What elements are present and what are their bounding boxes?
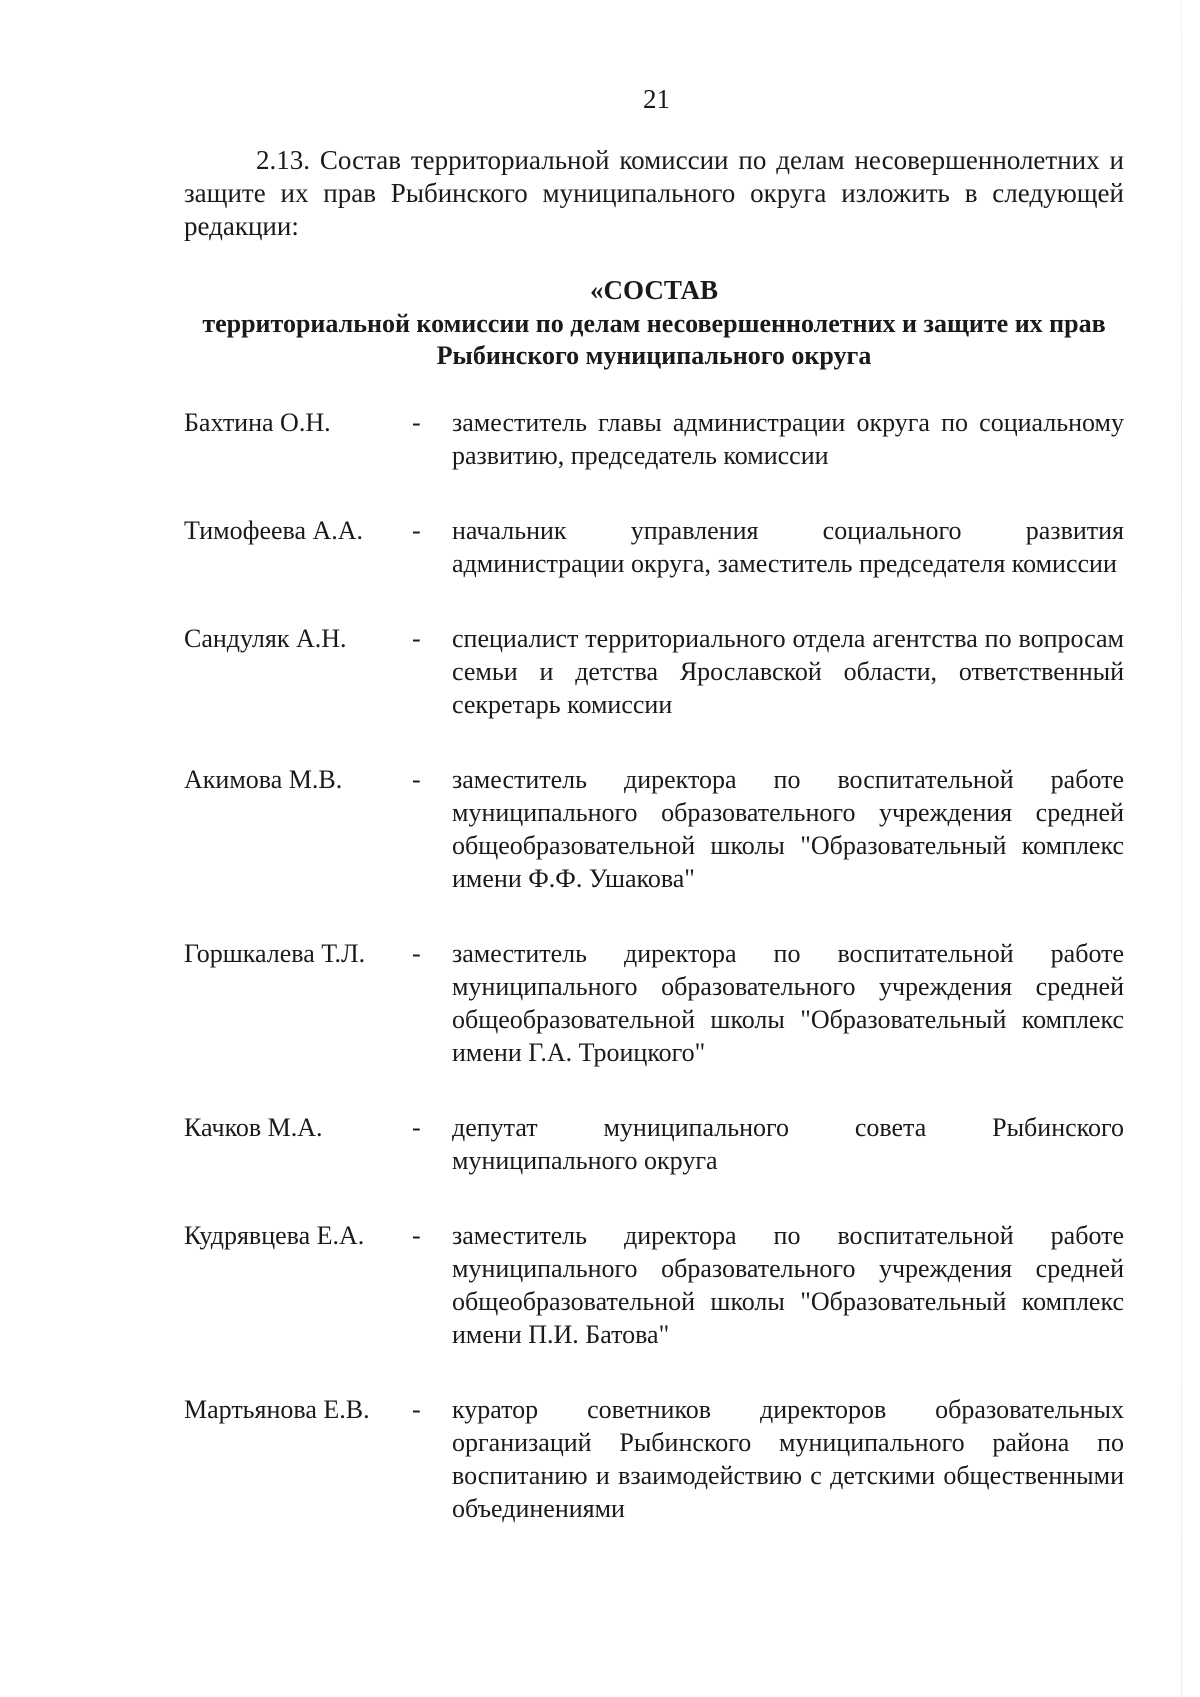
member-name: Кудрявцева Е.А. — [184, 1221, 365, 1250]
member-dash: - — [412, 1395, 421, 1424]
member-row — [184, 514, 1124, 580]
member-role: заместитель директора по воспитательной работе муниципального образовательного учреждения средней общеобразовательной школы "Образовательный комплекс имени П.И. Батова" — [452, 1221, 1124, 1349]
title-main: «СОСТАВ — [590, 275, 718, 305]
member-name: Тимофеева А.А. — [184, 516, 364, 545]
member-dash: - — [412, 516, 421, 545]
intro-paragraph: 2.13. Состав территориальной комиссии по делам несовершеннолетних и защите их прав Рыбинского муниципального округа изложить в следующей редакции: — [184, 145, 1124, 241]
member-role: куратор советников директоров образовательных организаций Рыбинского муниципального района по воспитанию и взаимодействию с детскими общественными объединениями — [452, 1395, 1124, 1523]
member-row — [184, 937, 1124, 1069]
title-subtitle: территориальной комиссии по делам несовершеннолетних и защите их прав Рыбинского муниципального округа — [202, 309, 1106, 370]
member-name: Бахтина О.Н. — [184, 408, 331, 437]
member-row — [184, 763, 1124, 895]
member-dash: - — [412, 624, 421, 653]
member-dash: - — [412, 1221, 421, 1250]
member-row — [184, 1393, 1124, 1525]
member-name: Мартьянова Е.В. — [184, 1395, 370, 1424]
member-name: Сандуляк А.Н. — [184, 624, 347, 653]
member-dash: - — [412, 408, 421, 437]
member-dash: - — [412, 939, 421, 968]
member-name: Горшкалева Т.Л. — [184, 939, 366, 968]
member-role: депутат муниципального совета Рыбинского муниципального округа — [452, 1113, 1124, 1175]
member-row — [184, 406, 1124, 472]
member-row — [184, 1219, 1124, 1351]
member-role: заместитель директора по воспитательной работе муниципального образовательного учреждения средней общеобразовательной школы "Образовательный комплекс имени Ф.Ф. Ушакова" — [452, 765, 1124, 893]
scan-edge-shadow — [1181, 0, 1182, 1697]
member-role: начальник управления социального развития администрации округа, заместитель председателя комиссии — [452, 516, 1124, 578]
member-name: Качков М.А. — [184, 1113, 323, 1142]
members-list — [184, 406, 1124, 1525]
member-row — [184, 622, 1124, 721]
member-name: Акимова М.В. — [184, 765, 343, 794]
member-dash: - — [412, 765, 421, 794]
document-title — [184, 274, 1124, 372]
page-number: 21 — [643, 84, 670, 114]
member-dash: - — [412, 1113, 421, 1142]
member-row — [184, 1111, 1124, 1177]
member-role: заместитель директора по воспитательной работе муниципального образовательного учреждения средней общеобразовательной школы "Образовательный комплекс имени Г.А. Троицкого" — [452, 939, 1124, 1067]
member-role: заместитель главы администрации округа по социальному развитию, председатель комиссии — [452, 408, 1124, 470]
member-role: специалист территориального отдела агентства по вопросам семьи и детства Ярославской области, ответственный секретарь комиссии — [452, 624, 1124, 719]
